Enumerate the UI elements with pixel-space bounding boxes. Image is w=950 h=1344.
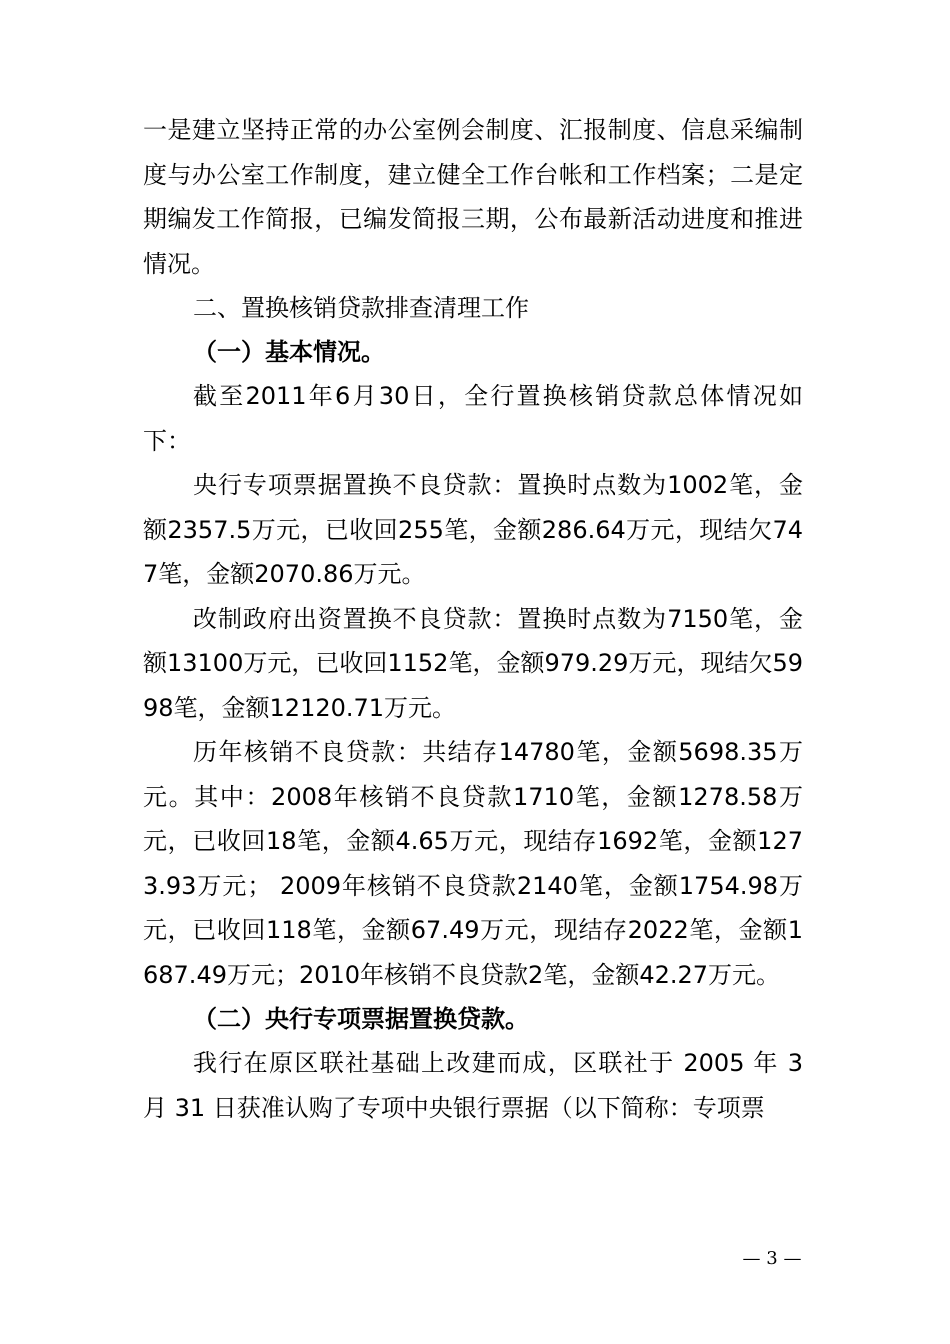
subsection-heading-central-bank-bill: （二）央行专项票据置换贷款。	[193, 1005, 529, 1033]
section-heading-loan-cleanup: 二、置换核销贷款排查清理工作	[193, 294, 529, 322]
paragraph-writeoff-loans: 历年核销不良贷款：共结存14780笔，金额5698.35万元。其中：2008年核销不良贷款1710笔，金额1278.58万元，已收回18笔，金额4.65万元，现结存1692笔，金额1273.93万元； 2009年核销不良贷款2140笔，金额1754.98万元，已收回118笔，金额67.49万元，现结存2022笔，金额1687.49万元；2010年核销不良贷款2笔，金额42.27万元。	[143, 738, 803, 989]
page-number: — 3 —	[742, 1248, 802, 1269]
paragraph-bank-history: 我行在原区联社基础上改建而成，区联社于 2005 年 3 月 31 日获准认购了专项中央银行票据（以下简称：专项票	[143, 1049, 803, 1122]
document-page	[143, 108, 803, 1130]
paragraph-overall-situation: 截至2011年6月30日，全行置换核销贷款总体情况如下：	[143, 382, 803, 455]
paragraph-work-system: 一是建立坚持正常的办公室例会制度、汇报制度、信息采编制度与办公室工作制度，建立健全工作台帐和工作档案；二是定期编发工作简报，已编发简报三期，公布最新活动进度和推进情况。	[143, 116, 803, 278]
paragraph-central-bank-bill-replacement: 央行专项票据置换不良贷款：置换时点数为1002笔，金额2357.5万元，已收回255笔，金额286.64万元，现结欠747笔，金额2070.86万元。	[143, 471, 803, 588]
subsection-heading-basic-situation: （一）基本情况。	[193, 338, 385, 366]
paragraph-government-funded-replacement: 改制政府出资置换不良贷款：置换时点数为7150笔，金额13100万元，已收回1152笔，金额979.29万元，现结欠5998笔，金额12120.71万元。	[143, 604, 803, 722]
